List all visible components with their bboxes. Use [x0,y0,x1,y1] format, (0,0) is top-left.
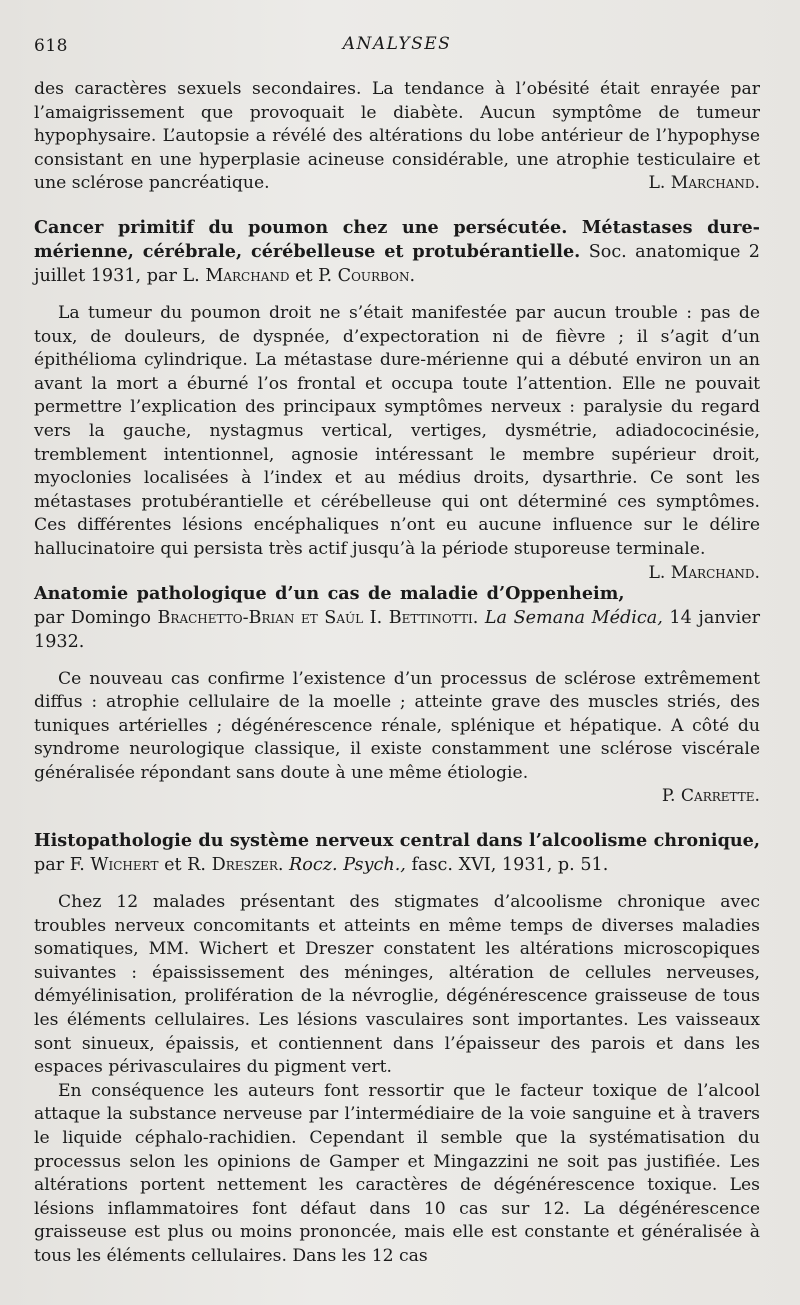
article-2-signature: P. Carrette. [661,786,760,807]
page-number: 618 [34,36,68,56]
article-3-author-1: Wichert [90,855,159,876]
article-2-title: Anatomie pathologique d’un cas de maladie d’Oppenheim, [34,582,625,604]
article-1-signature: L. Marchand. [648,562,760,583]
article-1-source: Soc. anatomique 2 juillet 1931, par [34,241,760,286]
article-3-heading [34,829,760,877]
article-1-author-1: L. Marchand [182,265,290,286]
article-1-author-2: P. Courbon. [318,265,416,286]
article-3-ref: fasc. XVI, 1931, p. 51. [411,855,609,876]
article-3-body-1: Chez 12 malades présentant des stigmates d’alcoolisme chronique avec troubles nerveux concomitants et atteints en même temps de diverses maladies somatiques, MM. Wichert et Dreszer constatent les altérations microscopiques suivantes : épaississement des méninges, altération de cellules nerveuses, démyélinisation, prolifération de la névroglie, dégénérescence graisseuse de tous les éléments cellulaires. Les lésions vasculaires sont importantes. Les vaisseaux sont sinueux, épaissis, et contiennent dans l’épaisseur des parois et dans les espaces périvasculaires du pigment vert. [34,892,760,1078]
article-3-author-2: Dreszer. [211,855,284,876]
article-2-body: Ce nouveau cas confirme l’existence d’un processus de sclérose extrêmement diffus : atrophie cellulaire de la moelle ; atteinte grave des muscles striés, des tuniques artérielles ; dégénérescence rénale, splénique et hépatique. A côté du syndrome neurologique classique, il existe constamment une sclérose viscérale généralisée répondant sans doute à une même étiologie. [34,668,760,783]
intro-paragraph [34,78,760,196]
article-3-journal: Rocz. Psych., [289,855,406,876]
article-3-joiner: et R. [164,855,206,876]
intro-signature: L. Marchand. [648,173,760,194]
article-1-joiner: et [295,265,313,286]
article-1-heading [34,216,760,288]
article-1-body-text: La tumeur du poumon droit ne s’était manifestée par aucun trouble : pas de toux, de douleurs, de dyspnée, d’expectoration ni de fièvre ; il s’agit d’un épithélioma cylindrique. La métastase dure-mérienne qui a débuté environ un an avant la mort a éburné l’os frontal et occupa toute l’attention. Elle ne pouvait permettre l’explication des principaux symptômes nerveux : paralysie du regard vers la gauche, nystagmus vertical, vertiges, dysmétrie, adiadococinésie, tremblement intentionnel, agnosie intéressant le membre supérieur droit, myoclonies localisées à l’index et au médius droits, dysarthrie. Ce sont les métastases protubérantielle et cérébelleuse qui ont déterminé ces symptômes. Ces différentes lésions encéphaliques n’ont eu aucune influence sur le délire hallucinatoire qui persista très actif jusqu’à la période stuporeuse terminale. [34,302,760,559]
article-2-date: 14 janvier 1932. [34,607,761,652]
intro-text: des caractères sexuels secondaires. La tendance à l’obésité était enrayée par l’amaigrissement que provoquait le diabète. Aucun symptôme de tumeur hypophysaire. L’autopsie a révélé des altérations du lobe antérieur de l’hypophyse consistant en une hyperplasie acineuse considérable, une atrophie testiculaire et une sclérose pancréatique. [34,79,760,194]
article-1-body [34,302,760,583]
article-2-journal: La Semana Médica, [484,607,663,628]
article-2 [34,582,760,810]
article-2-by: par Domingo [34,607,151,628]
article-2-heading [34,582,760,654]
article-3-by: par F. [34,855,85,876]
article-3 [34,829,760,1269]
article-3-body-2: En conséquence les auteurs font ressortir que le facteur toxique de l’alcool attaque la substance nerveuse par l’intermédiaire de la voie sanguine et à travers le liquide céphalo-rachidien. Cependant il semble que la systématisation du processus selon les opinions de Gamper et Mingazzini ne soit pas justifiée. Les altérations portent nettement les caractères de dégénérescence toxique. Les lésions inflammatoires font défaut dans 10 cas sur 12. La dégénérescence graisseuse est plus ou moins prononcée, mais elle est constante et généralisée à tous les éléments cellulaires. Dans les 12 cas [34,1080,760,1266]
article-3-title: Histopathologie du système nerveux central dans l’alcoolisme chronique, [34,830,760,852]
article-2-authors: Brachetto-Brian et Saúl I. Bettinotti. [157,607,479,628]
running-head [34,34,760,64]
article-1 [34,216,760,583]
running-title: ANALYSES [342,34,452,54]
article-1-title: Cancer primitif du poumon chez une persécutée. Métastases dure-mérienne, cérébrale, cérébelleuse et protubérantielle. [34,216,760,262]
